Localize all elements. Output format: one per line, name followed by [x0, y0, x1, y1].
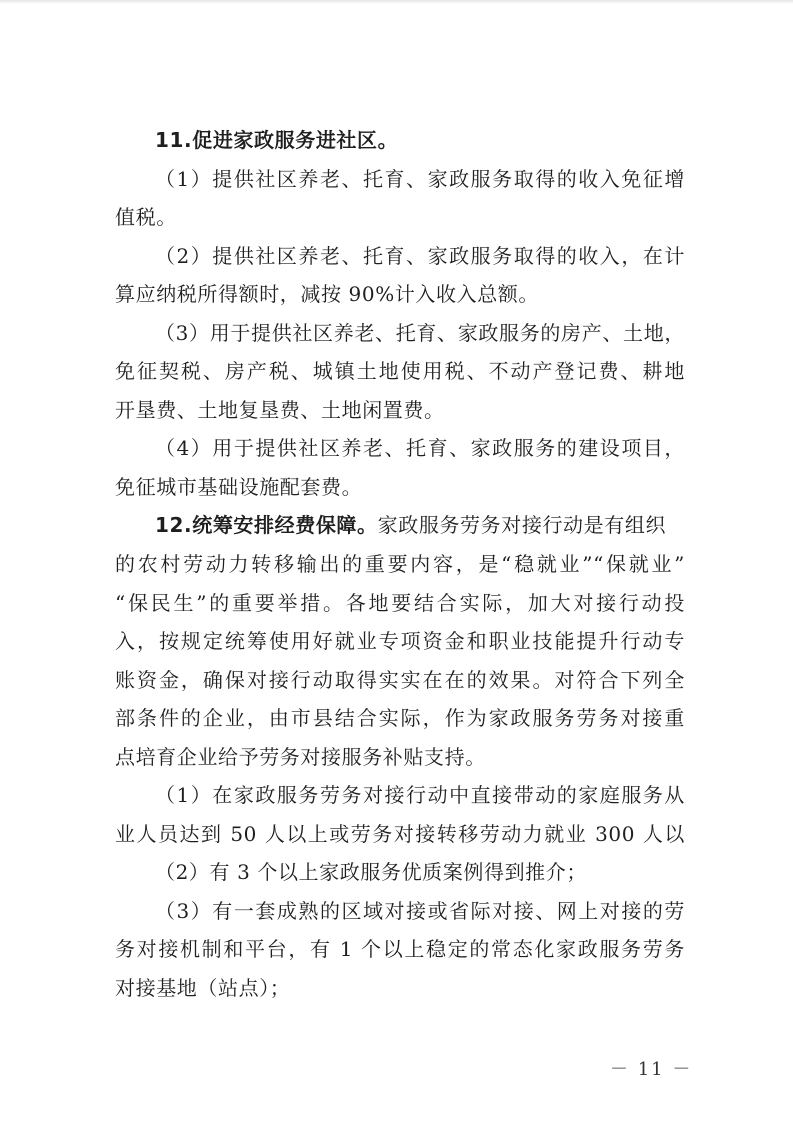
paragraph-line: （3）用于提供社区养老、托育、家政服务的房产、土地，: [155, 320, 685, 345]
paragraph-line: 部条件的企业，由市县结合实际，作为家政服务劳务对接重: [115, 706, 685, 731]
paragraph-line: （4）用于提供社区养老、托育、家政服务的建设项目，: [155, 436, 685, 461]
paragraph-line: 开垦费、土地复垦费、土地闲置费。: [115, 397, 445, 422]
paragraph-line: 值税。: [115, 205, 177, 230]
paragraph-line: 的农村劳动力转移输出的重要内容，是“稳就业”“保就业”: [115, 552, 685, 577]
paragraph-line: 务对接机制和平台，有 1 个以上稳定的常态化家政服务劳务: [115, 937, 685, 962]
document-body: [115, 125, 685, 1012]
section-heading-11: [115, 125, 685, 155]
paragraph-line: “保民生”的重要举措。各地要结合实际，加大对接行动投: [115, 590, 685, 615]
paragraph-line: 免征城市基础设施配套费。: [115, 474, 363, 499]
paragraph-line: （2）提供社区养老、托育、家政服务取得的收入，在计: [155, 243, 685, 268]
paragraph-line: 业人员达到 50 人以上或劳务对接转移劳动力就业 300 人以: [115, 821, 685, 846]
paragraph-text: 家政服务劳务对接行动是有组织: [377, 513, 667, 538]
scan-edge: [0, 0, 793, 4]
paragraph-line: 入，按规定统筹使用好就业专项资金和职业技能提升行动专: [115, 629, 685, 654]
heading-text: 12.统筹安排经费保障。: [155, 513, 378, 538]
heading-text: 11.促进家政服务进社区。: [155, 128, 399, 152]
paragraph-line: （1）在家政服务劳务对接行动中直接带动的家庭服务从: [155, 783, 685, 808]
paragraph-line: 账资金，确保对接行动取得实实在在的效果。对符合下列全: [115, 667, 685, 692]
paragraph-line: 算应纳税所得额时，减按 90%计入收入总额。: [115, 282, 540, 307]
paragraph-line: （1）提供社区养老、托育、家政服务取得的收入免征增: [155, 166, 685, 191]
section-heading-12: [115, 510, 685, 540]
page-number: － 11 －: [610, 1059, 693, 1080]
paragraph-line: （3）有一套成熟的区域对接或省际对接、网上对接的劳: [155, 898, 685, 923]
paragraph-line: 点培育企业给予劳务对接服务补贴支持。: [115, 744, 486, 769]
paragraph-line: （2）有 3 个以上家政服务优质案例得到推介；: [155, 860, 587, 885]
paragraph-line: 对接基地（站点）；: [115, 976, 291, 1001]
paragraph-line: 免征契税、房产税、城镇土地使用税、不动产登记费、耕地: [115, 359, 685, 384]
